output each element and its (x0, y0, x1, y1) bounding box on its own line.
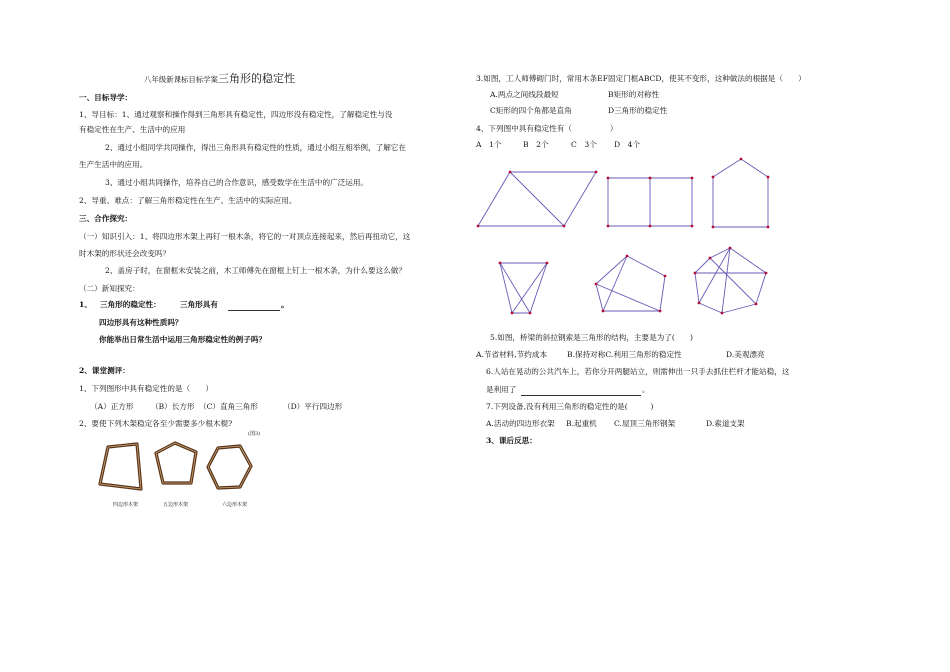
question-3-option-d: D三角形的稳定性 (608, 106, 668, 115)
figure-edge (722, 304, 756, 313)
figure-vertex (477, 225, 480, 228)
figure-vertex (712, 176, 715, 179)
section-heading-reflection: 3、课后反思： (486, 436, 537, 445)
key-points-line: 2、导重、难点：了解三角形稳定性在生产、生活中的实际应用。 (79, 196, 297, 205)
figure-edge (500, 263, 530, 313)
knowledge-3-text: 你能举出日常生活中运用三角形稳定性的例子吗？ (99, 335, 267, 344)
goal-1-line-2: 有稳定性在生产、生活中的应用 (79, 125, 186, 134)
question-7-option-b: B.起重机 (566, 419, 597, 428)
figure-edge (756, 273, 766, 304)
house-pentagon (712, 158, 770, 229)
figure-vertex (509, 171, 512, 174)
section-heading-test: 2、课堂测评： (79, 366, 130, 375)
figure-edge (596, 284, 660, 311)
figure-vertex (602, 310, 605, 313)
quadrilateral-wood-frame (100, 444, 141, 489)
question-5-text: 5.如图，桥梁的斜拉钢索是三角形的结构，主要是为了( ) (490, 333, 694, 342)
figure-vertex (626, 255, 629, 258)
figure-edge (478, 172, 510, 226)
figure-edge (730, 248, 766, 273)
question-6-line-2: 是利用了 (486, 385, 517, 394)
knowledge-1-text: 三角形的稳定性： (100, 300, 161, 309)
figure-edge (530, 263, 547, 313)
intro-line-2: 时木架的形状还会改变吗？ (79, 249, 171, 258)
figure-vertex (765, 272, 768, 275)
question-3-text: 3.如图，工人师傅砌门时，常用木条EF固定门框ABCD，使其不变形，这种做法的根据是（ ） (476, 74, 806, 83)
figure-vertex (721, 312, 724, 315)
section-heading-explore: 三、合作探究： (79, 214, 133, 223)
intro-line-1: （一）知识引入：1、将四边形木架上再钉一根木条，将它的一对顶点连接起来，然后再扭动它，这 (79, 232, 411, 241)
goal-3-line: 3、通过小组共同操作，培养自己的合作意识，感受数学在生活中的广泛运用。 (105, 178, 369, 187)
figure-vertex (563, 225, 566, 228)
question-2-text: 2、要使下列木架稳定各至少需要多少根木棍? (79, 419, 233, 428)
figure-vertex (649, 177, 652, 180)
figure-vertex (664, 275, 667, 278)
figure-vertex (698, 302, 701, 305)
knowledge-1-number: 1、 (79, 300, 92, 309)
figure-vertex (546, 262, 549, 265)
question-7-option-a: A.活动的四边形衣架 (486, 419, 555, 428)
figure-vertex (691, 225, 694, 228)
frame-label-pentagon: 五边形木架 (163, 502, 189, 508)
question-4-option-d: D 4个 (614, 140, 641, 149)
figure-vertex (595, 283, 598, 286)
doc-title-prefix: 八年级新课标目标学案 (144, 75, 218, 84)
goal-2-line-2: 生产生活中的应用。 (79, 160, 148, 169)
question-5-option-b: B.保持对称C.利用三角形的稳定性 (567, 350, 682, 359)
question-5-option-d: D.美观漂亮 (726, 350, 765, 359)
figure-vertex (691, 177, 694, 180)
figure-vertex (712, 226, 715, 229)
figure-edge (710, 258, 756, 304)
figure-vertex (499, 262, 502, 265)
question-6-end: 。 (642, 385, 650, 394)
figure-vertex (511, 312, 514, 315)
question-1-text: 1、下列图形中具有稳定性的是（ ） (79, 384, 213, 393)
question-3-option-c: C矩形的四个角都是直角 (490, 106, 572, 115)
section-heading-goals: 一、目标导学： (79, 93, 133, 102)
figure-vertex (529, 312, 532, 315)
figure-edge (512, 263, 547, 313)
figure-vertex (607, 177, 610, 180)
question-6-line-1: 6.人站在晃动的公共汽车上，若你分开两腿站立，则需伸出一只手去抓住栏杆才能站稳，这 (486, 367, 790, 376)
figure-vertex (740, 158, 743, 161)
hexagon-wood-frame (208, 446, 251, 488)
figure-edge (699, 303, 722, 313)
knowledge-1-text-2: 三角形具有 (180, 300, 218, 309)
figure-vertex (694, 272, 697, 275)
quadrilateral-with-diagonals (499, 262, 549, 315)
question-3-option-b: B矩形的对称性 (608, 90, 660, 99)
figure-edge (596, 284, 603, 311)
question-1-option-c: （C）直角三角形 (199, 402, 258, 411)
figure-edge (564, 172, 596, 226)
figure-edge (660, 276, 665, 311)
question-1-option-d: （D）平行四边形 (283, 402, 343, 411)
intro-line-3: 2、盖房子时，在窗框未安装之前，木工师傅先在窗框上钉上一根木条，为什么要这么做？ (105, 266, 406, 275)
figure-vertex (729, 247, 732, 250)
wooden-frames-figure (100, 443, 251, 489)
question-7-option-d: D.索道支架 (706, 419, 745, 428)
goal-2-line-1: 2、通过小组同学共同操作，得出三角形具有稳定性的性质，通过小组互相举例，了解它在 (105, 143, 406, 152)
question-4-figures (477, 158, 770, 315)
new-knowledge-heading: （二）新知探究： (79, 284, 140, 293)
figure-vertex (709, 257, 712, 260)
question-5-option-a: A.节省材料,节约成本 (476, 350, 548, 359)
question-4-option-a: A 1个 (476, 140, 502, 149)
figure-edge (627, 256, 665, 276)
figure-vertex (649, 225, 652, 228)
knowledge-2-text: 四边形具有这种性质吗？ (99, 318, 183, 327)
question-3-option-a: A.两点之间线段最短 (490, 90, 559, 99)
figure-edge (596, 256, 627, 284)
figure-vertex (767, 176, 770, 179)
question-1-option-b: （B）长方形 (151, 402, 195, 411)
figure-edge (722, 248, 730, 313)
figure-vertex (595, 171, 598, 174)
figure-vertex (755, 303, 758, 306)
goal-1-line-1: 1、导目标：1、通过观察和操作得到三角形具有稳定性，四边形没有稳定性，了解稳定性与没 (79, 110, 393, 119)
figure-vertex (607, 225, 610, 228)
knowledge-1-end: 。 (281, 300, 289, 309)
question-2-figure-tag: (图3) (248, 431, 261, 437)
rectangle-with-midline (607, 177, 694, 228)
pentagon-with-diagonals (595, 255, 667, 313)
figure-edge (510, 172, 564, 226)
question-7-option-c: C.屋顶三角形钢架 (614, 419, 676, 428)
figure-edge (603, 256, 627, 311)
question-4-option-c: C 3个 (571, 140, 597, 149)
parallelogram-with-diagonal (477, 171, 598, 228)
question-4-text: 4、下列图中具有稳定性有（ ） (476, 124, 618, 133)
figure-edge (695, 273, 699, 303)
question-7-text: 7.下列设备,没有利用三角形的稳定性的是( ) (486, 402, 654, 411)
frame-label-quadrilateral: 四边形木架 (113, 502, 139, 508)
question-1-option-a: （A）正方形 (90, 402, 134, 411)
frame-label-hexagon: 六边形木架 (222, 502, 248, 508)
figure-edge (741, 159, 768, 177)
figure-edge (713, 159, 741, 177)
doc-title: 三角形的稳定性 (218, 72, 295, 85)
heptagon-triangulated (694, 247, 768, 315)
figure-vertex (659, 310, 662, 313)
figure-edge (695, 258, 710, 273)
question-4-option-b: B 2个 (523, 140, 549, 149)
figure-vertex (767, 226, 770, 229)
figure-edge (500, 263, 512, 313)
